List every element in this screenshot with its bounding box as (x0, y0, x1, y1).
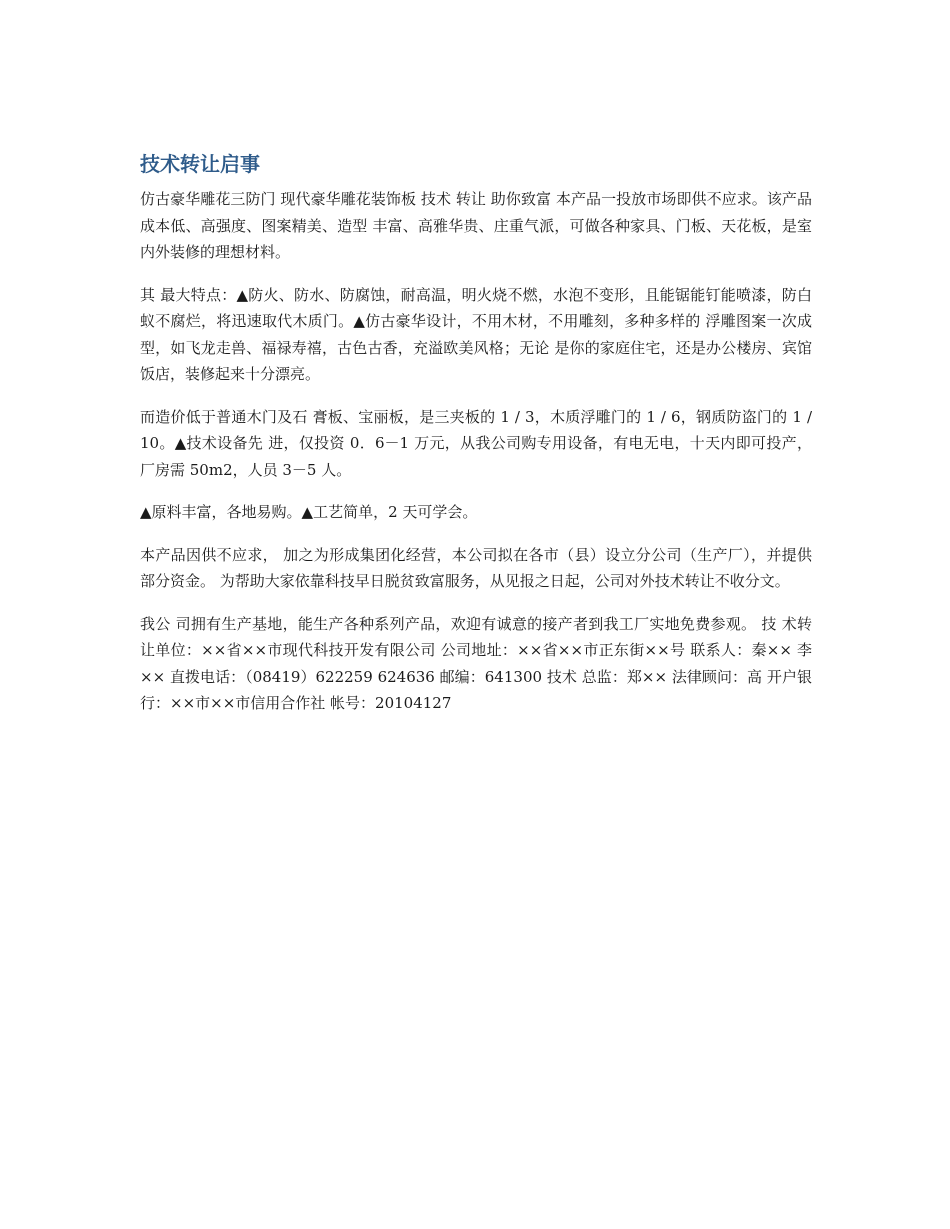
paragraph-branches: 本产品因供不应求， 加之为形成集团化经营，本公司拟在各市（县）设立分公司（生产厂），并提供部分资金。 为帮助大家依靠科技早日脱贫致富服务，从见报之日起，公司对外技术转让不收分文。 (140, 545, 812, 590)
paragraph-features: 其 最大特点：▲防火、防水、防腐蚀，耐高温，明火烧不燃，水泡不变形，且能锯能钉能喷漆，防白蚁不腐烂，将迅速取代木质门。▲仿古豪华设计，不用木材，不用雕刻，多种多样的 浮雕图案一次成型，如飞龙走兽、福禄寿禧，古色古香，充溢欧美风格；无论 是你的家庭住宅，还是办公楼房、宾馆饭店，装修起来十分漂亮。 (140, 285, 812, 383)
document-page (140, 150, 812, 733)
document-title: 技术转让启事 (140, 152, 260, 176)
paragraph-cost: 而造价低于普通木门及石 膏板、宝丽板，是三夹板的 1 / 3，木质浮雕门的 1 / 6，钢质防盗门的 1 / 10。▲技术设备先 进，仅投资 0．6－1 万元，从我公司购专用设备，有电无电，十天内即可投产，厂房需 50m2，人员 3－5 人。 (140, 407, 812, 479)
paragraph-intro: 仿古豪华雕花三防门 现代豪华雕花装饰板 技术 转让 助你致富 本产品一投放市场即供不应求。该产品成本低、高强度、图案精美、造型 丰富、高雅华贵、庄重气派，可做各种家具、门板、天花板，是室内外装修的理想材料。 (140, 190, 812, 261)
paragraph-contact: 我公 司拥有生产基地，能生产各种系列产品，欢迎有诚意的接产者到我工厂实地免费参观。 技 术转让单位：××省××市现代科技开发有限公司 公司地址：××省××市正东街××号 联系人：秦×× 李×× 直拨电话：（08419）622259 624636 邮编：641300 技术 总监：郑×× 法律顾问：高 开户银行：××市××市信用合作社 帐号：20104127 (140, 614, 812, 712)
paragraph-materials: ▲原料丰富，各地易购。▲工艺简单，2 天可学会。 (140, 503, 478, 521)
